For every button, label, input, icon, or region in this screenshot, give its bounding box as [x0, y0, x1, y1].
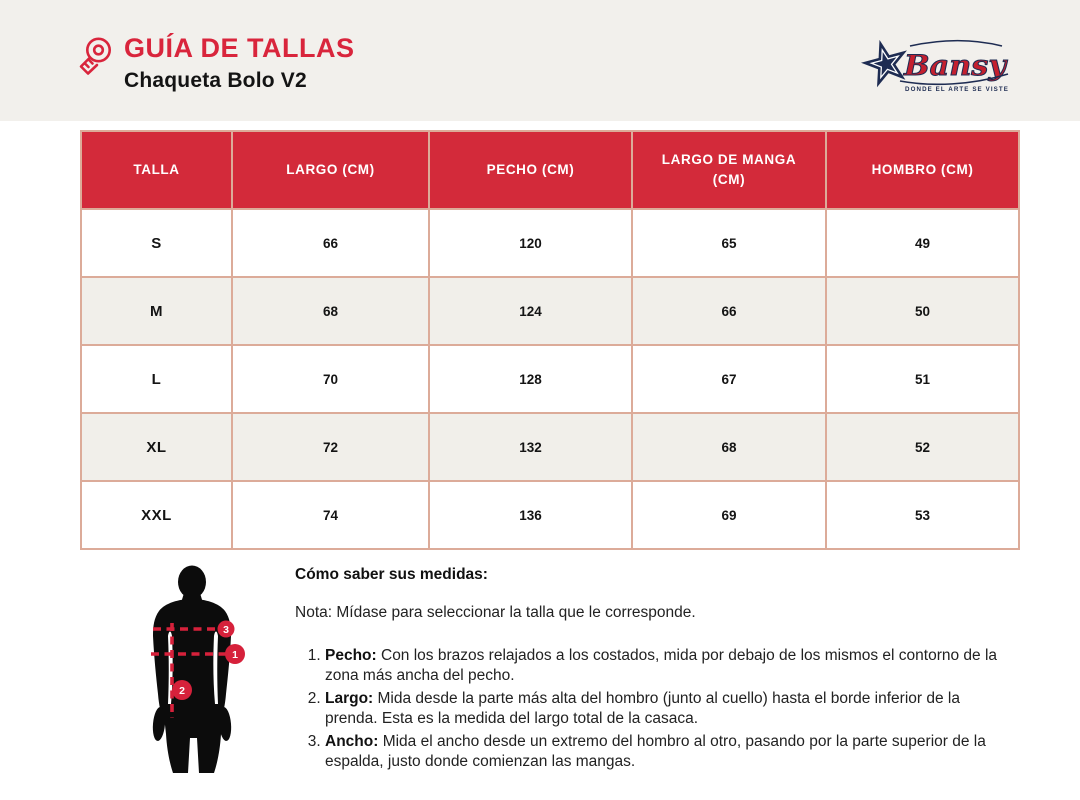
- logo-swoosh-top: [910, 41, 1002, 46]
- header-band: [0, 0, 1080, 121]
- manga-value: 69: [632, 481, 826, 549]
- size-label: M: [81, 277, 232, 345]
- measuring-instructions: [295, 566, 1015, 775]
- column-header-manga: LARGO DE MANGA (CM): [632, 131, 826, 209]
- column-header-hombro: HOMBRO (CM): [826, 131, 1019, 209]
- manga-value: 68: [632, 413, 826, 481]
- marker-2-label: 2: [179, 684, 185, 697]
- instruction-term: Largo:: [325, 690, 374, 707]
- instructions-list: [295, 646, 1015, 772]
- product-name: Chaqueta Bolo V2: [124, 69, 307, 93]
- brand-logo-graphic: [860, 34, 1015, 98]
- size-label: S: [81, 209, 232, 277]
- pecho-value: 128: [429, 345, 632, 413]
- brand-wordmark: Bansy: [902, 49, 1008, 82]
- hombro-value: 53: [826, 481, 1019, 549]
- instructions-note: Nota: Mídase para seleccionar la talla que le corresponde.: [295, 604, 696, 621]
- instruction-item-largo: [325, 689, 1015, 729]
- star-icon: [861, 40, 907, 87]
- instruction-term: Ancho:: [325, 733, 379, 750]
- column-header-largo: LARGO (CM): [232, 131, 429, 209]
- size-table: [80, 130, 1020, 550]
- instruction-item-pecho: [325, 646, 1015, 686]
- size-table-container: [80, 130, 1018, 550]
- pecho-value: 136: [429, 481, 632, 549]
- titles: [124, 33, 355, 93]
- instructions-heading: Cómo saber sus medidas:: [295, 566, 488, 583]
- column-header-pecho: PECHO (CM): [429, 131, 632, 209]
- instruction-text: Mida desde la parte más alta del hombro (junto al cuello) hasta el borde inferior de la prenda. Esta es la medida del largo total de la casaca.: [325, 690, 960, 727]
- brand-logo: [860, 34, 1015, 98]
- largo-value: 66: [232, 209, 429, 277]
- hombro-value: 52: [826, 413, 1019, 481]
- largo-value: 68: [232, 277, 429, 345]
- instruction-term: Pecho:: [325, 647, 377, 664]
- hombro-value: 50: [826, 277, 1019, 345]
- largo-value: 72: [232, 413, 429, 481]
- size-label: XL: [81, 413, 232, 481]
- manga-value: 66: [632, 277, 826, 345]
- instruction-item-ancho: [325, 732, 1015, 772]
- page-title: GUÍA DE TALLAS: [124, 33, 355, 63]
- hombro-value: 51: [826, 345, 1019, 413]
- manga-value: 65: [632, 209, 826, 277]
- hombro-value: 49: [826, 209, 1019, 277]
- body-silhouette: [146, 566, 246, 776]
- size-table-header-row: [81, 131, 1019, 209]
- marker-3-label: 3: [223, 623, 229, 636]
- instruction-text: Mida el ancho desde un extremo del hombro al otro, pasando por la parte superior de la espalda, justo donde comienzan las mangas.: [325, 733, 986, 770]
- table-row: [81, 277, 1019, 345]
- table-row: [81, 209, 1019, 277]
- largo-value: 74: [232, 481, 429, 549]
- table-row: [81, 481, 1019, 549]
- largo-value: 70: [232, 345, 429, 413]
- pecho-value: 120: [429, 209, 632, 277]
- measuring-tape-icon: [76, 35, 116, 81]
- pecho-value: 124: [429, 277, 632, 345]
- instruction-text: Con los brazos relajados a los costados, mida por debajo de los mismos el contorno de la zona más ancha del pecho.: [325, 647, 998, 684]
- size-label: XXL: [81, 481, 232, 549]
- column-header-talla: TALLA: [81, 131, 232, 209]
- marker-1-label: 1: [232, 648, 238, 661]
- table-row: [81, 345, 1019, 413]
- table-row: [81, 413, 1019, 481]
- title-block: [76, 33, 355, 93]
- pecho-value: 132: [429, 413, 632, 481]
- manga-value: 67: [632, 345, 826, 413]
- brand-tagline: DONDE EL ARTE SE VISTE: [905, 86, 1009, 93]
- body-measurement-figure: [146, 566, 246, 776]
- size-label: L: [81, 345, 232, 413]
